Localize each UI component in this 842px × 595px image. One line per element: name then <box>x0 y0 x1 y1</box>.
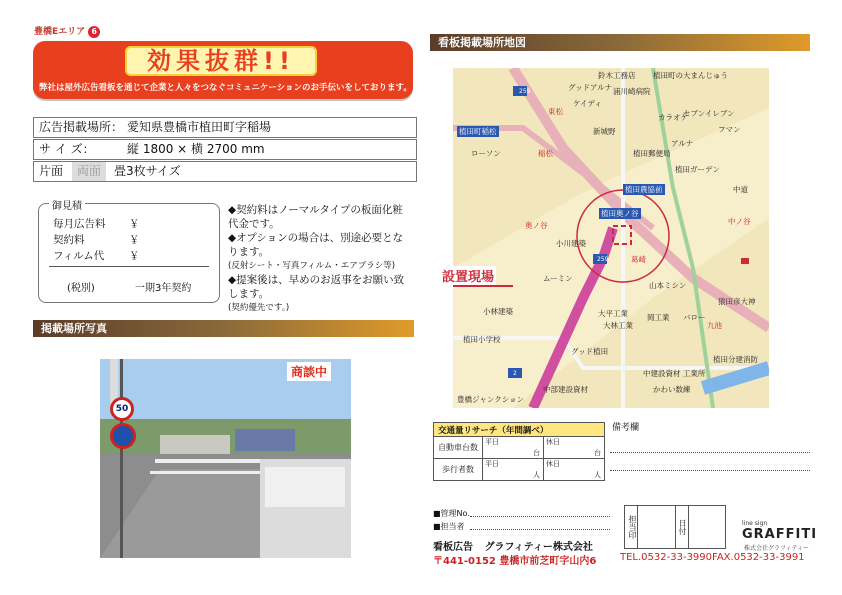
no-parking-sign <box>110 423 136 449</box>
company-address: 〒441-0152 豊橋市前芝町字山内6 <box>433 556 597 567</box>
estimate-tax: (税別) <box>67 283 95 294</box>
traffic-holiday-label: 休日 <box>546 438 560 446</box>
map-label: アルナ <box>671 139 694 148</box>
map-label: 植田町の大まんじゅう <box>653 71 728 80</box>
estimate-item-label: 毎月広告料 <box>53 218 106 230</box>
company-tel: TEL.0532-33-3990 <box>620 552 713 563</box>
estimate-box <box>38 203 220 303</box>
note-option: ◆オプションの場合は、別途必要となります。 <box>228 232 404 258</box>
person-in-charge-line <box>470 529 610 530</box>
headline-subtitle: 弊社は屋外広告看板を通じて企業と人々をつなぐコミュニケーションのお手伝いをしております。 <box>39 83 412 93</box>
logo-subtext: 株式会社グラフィティー <box>744 545 810 552</box>
location-photo <box>100 359 351 558</box>
remarks-line <box>610 452 810 453</box>
map-label: ケイディ <box>573 99 602 108</box>
headline-banner <box>33 41 413 99</box>
traffic-weekday-label: 平日 <box>485 460 499 468</box>
map-label: 九池 <box>707 321 722 330</box>
map-label: 植田町稲松 <box>459 127 497 136</box>
map-label: 中部建設資材 <box>543 385 588 394</box>
map-label: カラオケ <box>658 113 688 122</box>
map-label: 小林建築 <box>483 307 513 316</box>
size-label: サ イ ズ： <box>39 142 95 156</box>
note-contract: ◆契約料はノーマルタイプの板面化粧代金です。 <box>228 204 403 230</box>
location-value: 愛知県豊橋市植田町字稲場 <box>127 120 272 134</box>
company-name: グラフィティー株式会社 <box>484 542 593 553</box>
map-label: 中道 <box>733 185 748 194</box>
photo-scene <box>100 359 351 558</box>
map-label: 浦川崎病院 <box>613 87 651 96</box>
map-label: 岡工業 <box>647 313 670 322</box>
side-label: 片面 <box>39 164 64 178</box>
management-number-line <box>470 516 610 517</box>
notes <box>228 203 413 315</box>
traffic-unit: 人 <box>594 471 601 479</box>
remarks-line <box>610 470 810 471</box>
estimate-item-label: フィルム代 <box>53 250 105 262</box>
note-option-detail: (反射シート・写真フィルム・エアブラシ等) <box>228 261 396 271</box>
estimate-item-label: 契約料 <box>53 234 85 246</box>
map-section-title: 看板掲載場所地図 <box>438 36 526 49</box>
map-label: 東松 <box>548 107 563 116</box>
estimate-item-yen: ￥ <box>129 250 140 262</box>
size-row <box>33 139 417 160</box>
map-label: かわい数練 <box>653 385 691 394</box>
tatami-size: 畳3枚サイズ <box>114 164 181 178</box>
map-label: 中建設資材 工業所 <box>643 369 706 378</box>
estimate-item-yen: ￥ <box>129 218 140 230</box>
location-row <box>33 117 417 138</box>
area-number-badge: 6 <box>88 26 100 38</box>
company-fax: FAX.0532-33-3991 <box>712 552 805 563</box>
map-label: フマン <box>718 125 741 134</box>
traffic-unit: 台 <box>533 449 540 457</box>
logo-small-text: line sign <box>742 520 768 527</box>
photo-section-header <box>33 320 414 337</box>
area-tag-label: 豊橋Eエリア <box>34 27 86 37</box>
traffic-row-label: 歩行者数 <box>434 459 483 481</box>
note-reply: ◆提案後は、早めのお返事をお願い致します。 <box>228 274 405 300</box>
map-label: 植田奥ノ谷 <box>601 209 639 218</box>
company-line <box>433 538 593 553</box>
estimate-divider <box>49 266 209 267</box>
map-label: グッドアルナ <box>568 83 613 92</box>
map-label: 稲松 <box>538 149 553 158</box>
map-label: 中ノ谷 <box>728 217 751 226</box>
map-label: バロー <box>683 313 706 322</box>
map-label: 奥ノ谷 <box>525 221 548 230</box>
map-label: 大林工業 <box>603 321 633 330</box>
route-label: 259 <box>519 88 531 95</box>
traffic-title: 交通量リサーチ（年間調べ） <box>434 423 605 437</box>
estimate-item-yen: ￥ <box>129 234 140 246</box>
speed-limit-sign: 50 <box>110 397 134 421</box>
map-label: 植田郵便局 <box>633 149 671 158</box>
stamp-date-label: 日付 <box>675 506 689 548</box>
remarks-label: 備考欄 <box>612 423 640 433</box>
area-tag <box>34 24 100 38</box>
person-in-charge-label: ■担当者 <box>433 522 465 531</box>
map-label: グッド植田 <box>571 347 609 356</box>
traffic-unit: 人 <box>533 471 540 479</box>
stamp-tanto-label: 担当印 <box>625 506 638 548</box>
note-priority: (契約優先です。) <box>228 303 290 313</box>
route-label: 259 <box>597 256 609 263</box>
side-other-label: 両面 <box>72 162 106 181</box>
map-label: 植田農協前 <box>625 185 663 194</box>
map-label: ムーミン <box>543 274 573 283</box>
size-value: 縦 1800 × 横 2700 mm <box>127 142 265 156</box>
estimate-term: 一期3年契約 <box>135 283 192 294</box>
traffic-row-label: 自動車台数 <box>434 437 483 459</box>
headline-title: 効果抜群!! <box>147 47 295 75</box>
map-label: 猿田彦大神 <box>718 297 756 306</box>
map-label: 大平工業 <box>598 309 628 318</box>
location-map <box>453 68 769 408</box>
management-number-label: ■管理No. <box>433 509 470 518</box>
map-label: 豊橋ジャンクション <box>457 395 525 404</box>
photo-section-title: 掲載場所写真 <box>41 322 107 335</box>
map-label: 葛崎 <box>631 255 646 264</box>
map-label: ローソン <box>471 149 501 158</box>
map-label: 小川建築 <box>556 239 586 248</box>
map-label: 植田ガーデン <box>675 165 720 174</box>
map-label: 新城野 <box>593 127 616 136</box>
side-row <box>33 161 417 182</box>
location-label: 広告掲載場所： <box>39 120 124 134</box>
headline-title-box <box>125 46 317 76</box>
traffic-unit: 台 <box>594 449 601 457</box>
map-label: 山本ミシン <box>649 281 687 290</box>
estimate-title: 御見積 <box>49 197 85 212</box>
map-section-header <box>430 34 810 51</box>
company-logo: GRAFFITI <box>742 527 818 542</box>
traffic-table <box>433 422 605 481</box>
company-prefix: 看板広告 <box>433 542 473 553</box>
map-label: 植田小学校 <box>463 335 501 344</box>
map-label: 鈴木工務店 <box>598 71 636 80</box>
traffic-weekday-label: 平日 <box>485 438 499 446</box>
map-label: 植田分建消防 <box>713 355 758 364</box>
stamp-box <box>624 505 726 549</box>
negotiation-badge: 商談中 <box>287 362 331 381</box>
map-label: セブンイレブン <box>683 109 735 118</box>
route-label: 2 <box>513 370 517 377</box>
install-site-label: 設置現場 <box>440 266 496 285</box>
traffic-holiday-label: 休日 <box>546 460 560 468</box>
